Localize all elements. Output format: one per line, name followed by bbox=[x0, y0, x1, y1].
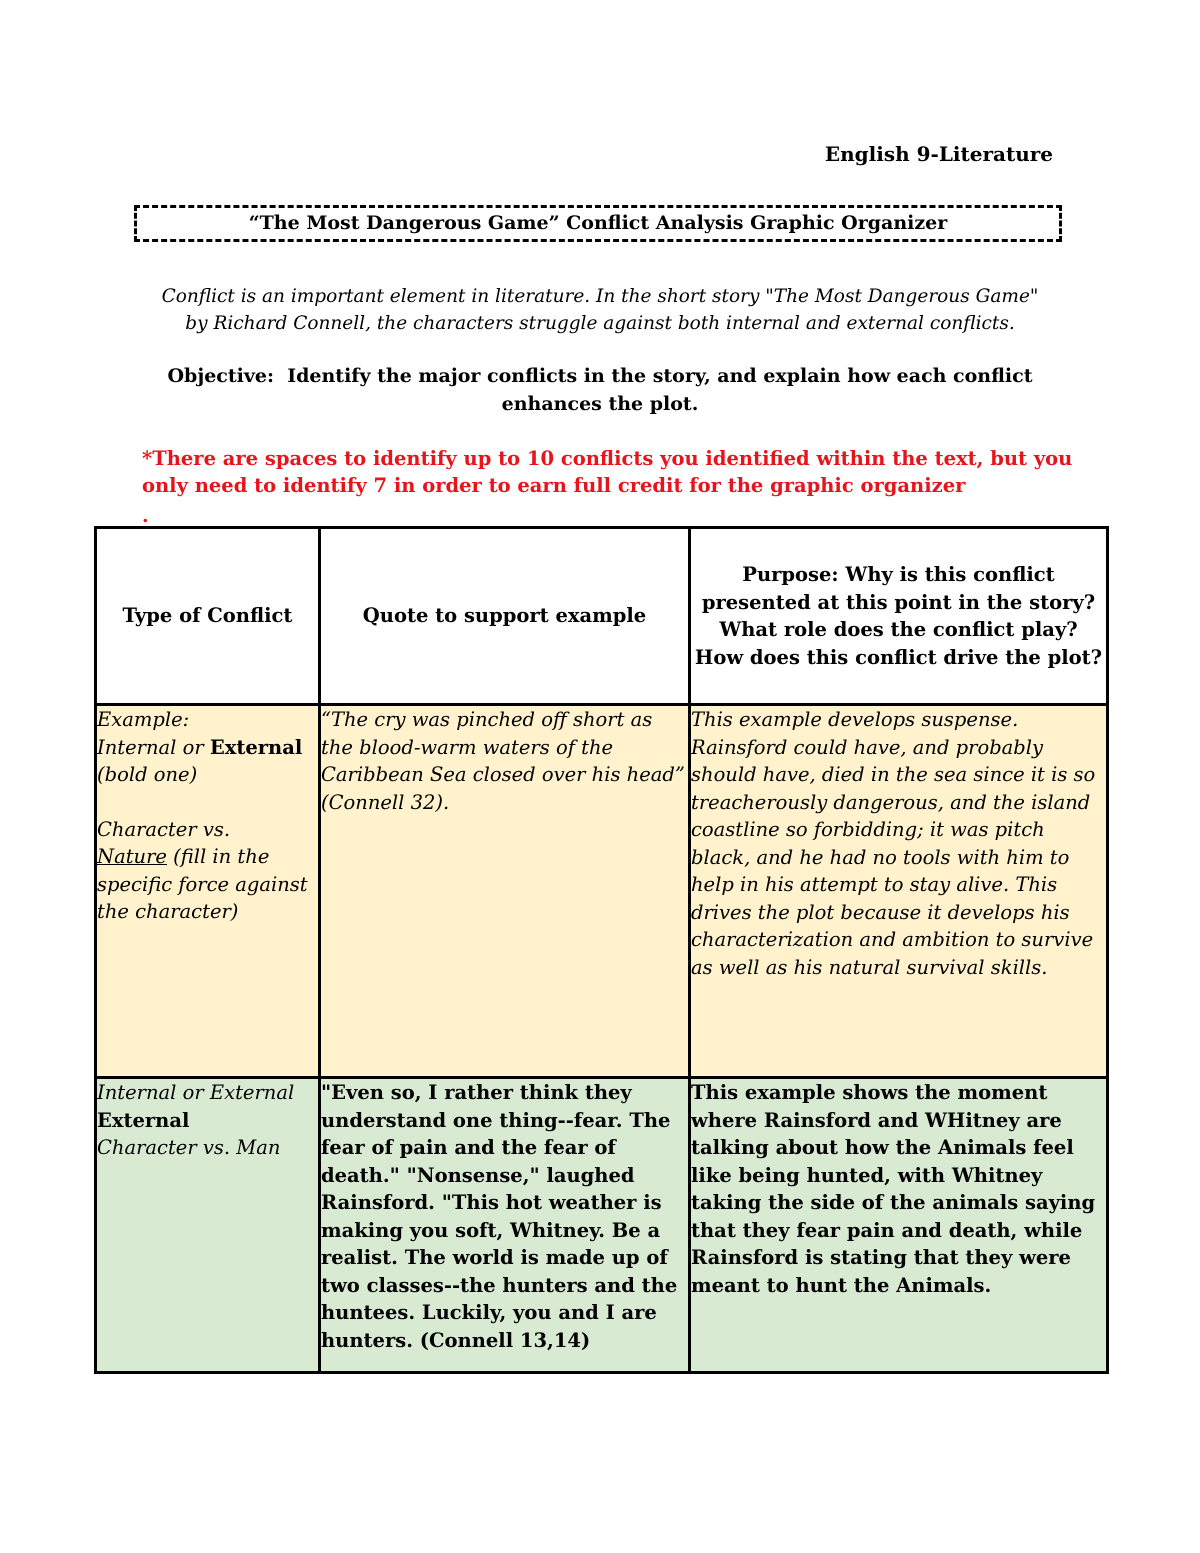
conflict-1-quote-cell bbox=[320, 1078, 690, 1373]
conflict-organizer-table bbox=[94, 526, 1109, 1374]
document-title-box bbox=[134, 205, 1062, 242]
conflict-1-internal-or-external: Internal or External bbox=[97, 1081, 295, 1104]
objective bbox=[100, 362, 1100, 418]
objective-label: Objective: bbox=[167, 365, 274, 387]
intro-line-2: by Richard Connell, the characters struggle against both internal and external conflicts. bbox=[185, 313, 1015, 334]
header-purpose-line-1: Purpose: Why is this conflict bbox=[742, 563, 1055, 586]
intro-line-1: Conflict is an important element in literature. In the short story "The Most Dangerous Game" bbox=[161, 286, 1039, 307]
example-internal-or: Internal or bbox=[97, 735, 210, 759]
conflict-1-quote: "Even so, I rather think they understand one thing--fear. The fear of pain and the fear of death." "Nonsense," laughed Rainsford. "This hot weather is making you soft, Whitney. Be a realist. The world is made up of two classes--the hunters and the huntees. Luckily, you and I are hunters. (Connell 13,14) bbox=[321, 1081, 678, 1352]
intro-paragraph bbox=[100, 283, 1100, 337]
example-fill-in: (fill in the specific force against the character) bbox=[97, 845, 308, 923]
conflict-1-purpose: This example shows the moment where Rainsford and WHitney are talking about how the Animals feel like being hunted, with Whitney taking the side of the animals saying that they fear pain and death, while Rainsford is stating that they were meant to hunt the Animals. bbox=[691, 1081, 1096, 1297]
example-quote-cell bbox=[320, 705, 690, 1078]
objective-text-2: enhances the plot. bbox=[501, 393, 699, 415]
example-label: Example: bbox=[97, 708, 190, 731]
example-character-vs: Character vs. bbox=[97, 817, 231, 841]
document-title: “The Most Dangerous Game” Conflict Analysis Graphic Organizer bbox=[248, 212, 948, 234]
table-row-conflict-1 bbox=[96, 1078, 1108, 1373]
example-purpose-cell bbox=[690, 705, 1108, 1078]
example-bold-one: (bold one) bbox=[97, 763, 198, 786]
course-title: English 9-Literature bbox=[824, 142, 1053, 166]
header-purpose-line-2: presented at this point in the story? bbox=[701, 590, 1096, 614]
header-type-of-conflict: Type of Conflict bbox=[96, 528, 320, 705]
table-row-example bbox=[96, 705, 1108, 1078]
header-purpose-line-4: How does this conflict drive the plot? bbox=[694, 645, 1103, 669]
credit-note-dot: . bbox=[142, 505, 149, 527]
credit-note: *There are spaces to identify up to 10 conflicts you identified within the text, but you only need to identify 7 in order to earn full credit for the graphic organizer bbox=[142, 447, 1073, 497]
example-type-cell bbox=[96, 705, 320, 1078]
conflict-1-character-vs: Character vs. Man bbox=[97, 1136, 281, 1159]
conflict-1-selected-type: External bbox=[97, 1108, 190, 1132]
conflict-1-type-cell bbox=[96, 1078, 320, 1373]
conflict-1-purpose-cell bbox=[690, 1078, 1108, 1373]
example-quote: “The cry was pinched off short as the blood-warm waters of the Caribbean Sea closed over his head” (Connell 32). bbox=[321, 708, 685, 814]
example-nature: Nature bbox=[97, 845, 167, 868]
header-quote: Quote to support example bbox=[320, 528, 690, 705]
header-purpose bbox=[690, 528, 1108, 705]
table-header-row bbox=[96, 528, 1108, 705]
example-external-selected: External bbox=[209, 735, 303, 759]
example-purpose: This example develops suspense. Rainsford could have, and probably should have, died in the sea since it is so treacherously dangerous, and the island coastline so forbidding; it was pitch black, and he had no tools with him to help in his attempt to stay alive. This drives the plot because it develops his characterization and ambition to survive as well as his natural survival skills. bbox=[691, 708, 1096, 979]
objective-text-1: Identify the major conflicts in the story, and explain how each conflict bbox=[287, 365, 1033, 387]
header-purpose-line-3: What role does the conflict play? bbox=[719, 618, 1078, 641]
